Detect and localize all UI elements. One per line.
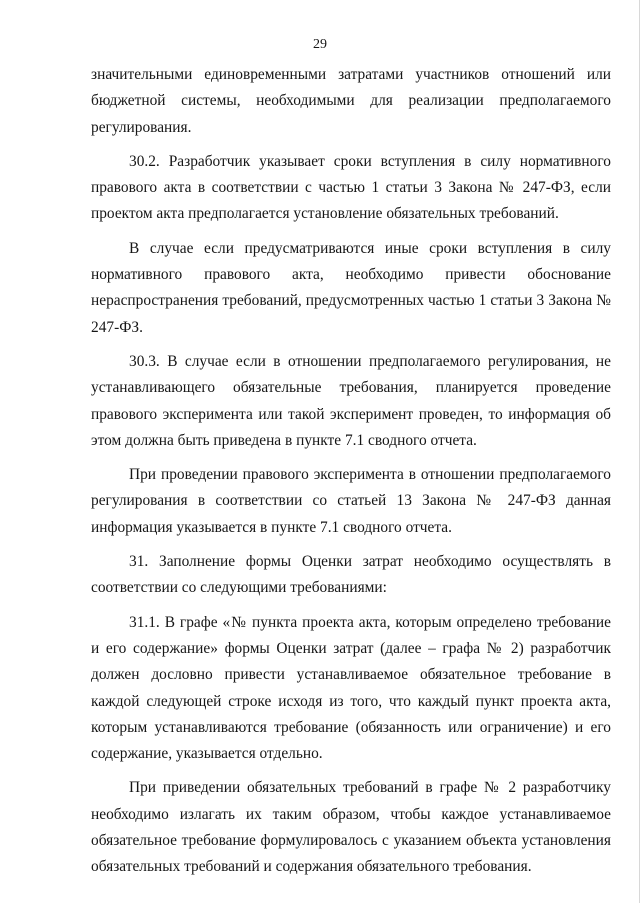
page-number: 29 [313, 37, 327, 52]
document-body [91, 62, 611, 889]
paragraph-30-2: 30.2. Разработчик указывает сроки вступления в силу нормативного правового акта в соответствии с частью 1 статьи 3 Закона № 247-ФЗ, если проектом акта предполагается установление обязательных требований. [91, 152, 611, 223]
paragraph-30-3: 30.3. В случае если в отношении предполагаемого регулирования, не устанавливающего обязательные требования, планируется проведение правового эксперимента или такой эксперимент проведен, то информация об этом должна быть приведена в пункте 7.1 сводного отчета. [91, 352, 611, 449]
paragraph-requirements-wording: При приведении обязательных требований в графе № 2 разработчику необходимо излагать их таким образом, чтобы каждое устанавливаемое обязательное требование формулировалось с указанием объекта установления обязательных требований и содержания обязательного требования. [91, 779, 611, 876]
paragraph-legal-experiment: При проведении правового эксперимента в отношении предполагаемого регулирования в соответствии со статьей 13 Закона № 247-ФЗ данная информация указывается в пункте 7.1 сводного отчета. [91, 466, 611, 536]
paragraph-31: 31. Заполнение формы Оценки затрат необходимо осуществлять в соответствии со следующими требованиями: [91, 553, 611, 597]
paragraph-other-terms: В случае если предусматриваются иные сроки вступления в силу нормативного правового акта, необходимо привести обоснование нераспространения требований, предусмотренных частью 1 статьи 3 Закона № 247-ФЗ. [91, 239, 611, 336]
paragraph-continuation: значительными единовременными затратами участников отношений или бюджетной системы, необходимыми для реализации предполагаемого регулирования. [91, 66, 611, 136]
paragraph-31-1: 31.1. В графе «№ пункта проекта акта, которым определено требование и его содержание» формы Оценки затрат (далее – графа № 2) разработчик должен дословно привести устанавливаемое обязательное требование в каждой следующей строке исходя из того, что каждый пункт проекта акта, которым устанавливаются требование (обязанность или ограничение) и его содержание, указывается отдельно. [91, 613, 611, 763]
